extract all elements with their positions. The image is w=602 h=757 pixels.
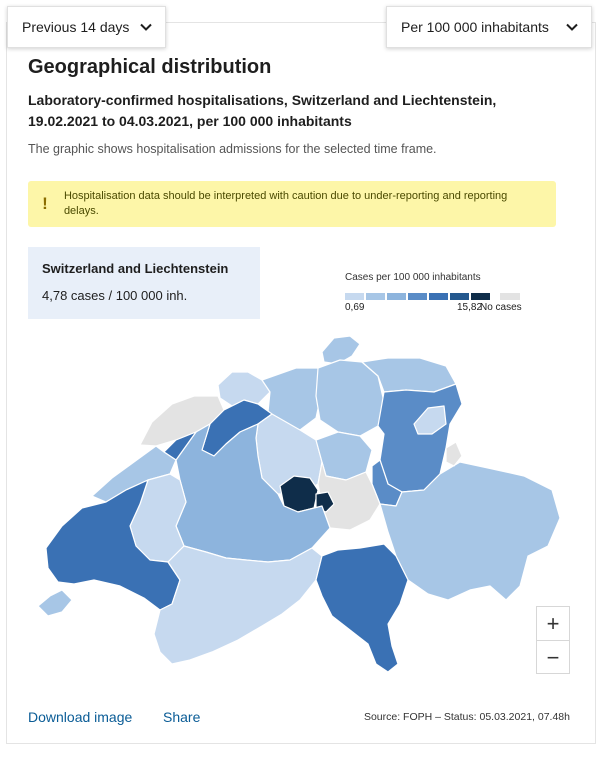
- share-link[interactable]: Share: [163, 709, 201, 725]
- legend-max-label: 15,82: [457, 302, 483, 313]
- legend-title: Cases per 100 000 inhabitants: [345, 272, 481, 283]
- zoom-out-button[interactable]: −: [546, 644, 560, 670]
- source-note: Source: FOPH – Status: 05.03.2021, 07.48h: [363, 711, 570, 723]
- zoom-in-button[interactable]: +: [537, 607, 569, 641]
- warning-text: Hospitalisation data should be interpreted with caution due to under-reporting and reporting delays.: [63, 190, 508, 217]
- exclamation-icon: !: [42, 194, 48, 213]
- region-ticino[interactable]: [316, 544, 408, 672]
- chart-description: The graphic shows hospitalisation admissions for the selected time frame.: [28, 142, 437, 156]
- summary-region: Switzerland and Liechtenstein: [42, 261, 229, 276]
- chart-title: Geographical distribution: [28, 56, 272, 78]
- chart-subtitle: Laboratory-confirmed hospitalisations, Switzerland and Liechtenstein, 19.02.2021 to 04.03.2021, per 100 000 inhabitants: [28, 92, 497, 129]
- legend-no-cases-label: No cases: [480, 302, 522, 313]
- summary-value: 4,78 cases / 100 000 inh.: [42, 288, 188, 303]
- unit-dropdown-label: Per 100 000 inhabitants: [401, 19, 549, 35]
- download-image-link[interactable]: Download image: [28, 709, 133, 725]
- region-geneva[interactable]: [38, 590, 72, 616]
- legend-min-label: 0,69: [345, 302, 365, 313]
- region-valais[interactable]: [154, 546, 322, 664]
- zoom-control: [536, 606, 570, 674]
- period-dropdown-label: Previous 14 days: [22, 19, 130, 35]
